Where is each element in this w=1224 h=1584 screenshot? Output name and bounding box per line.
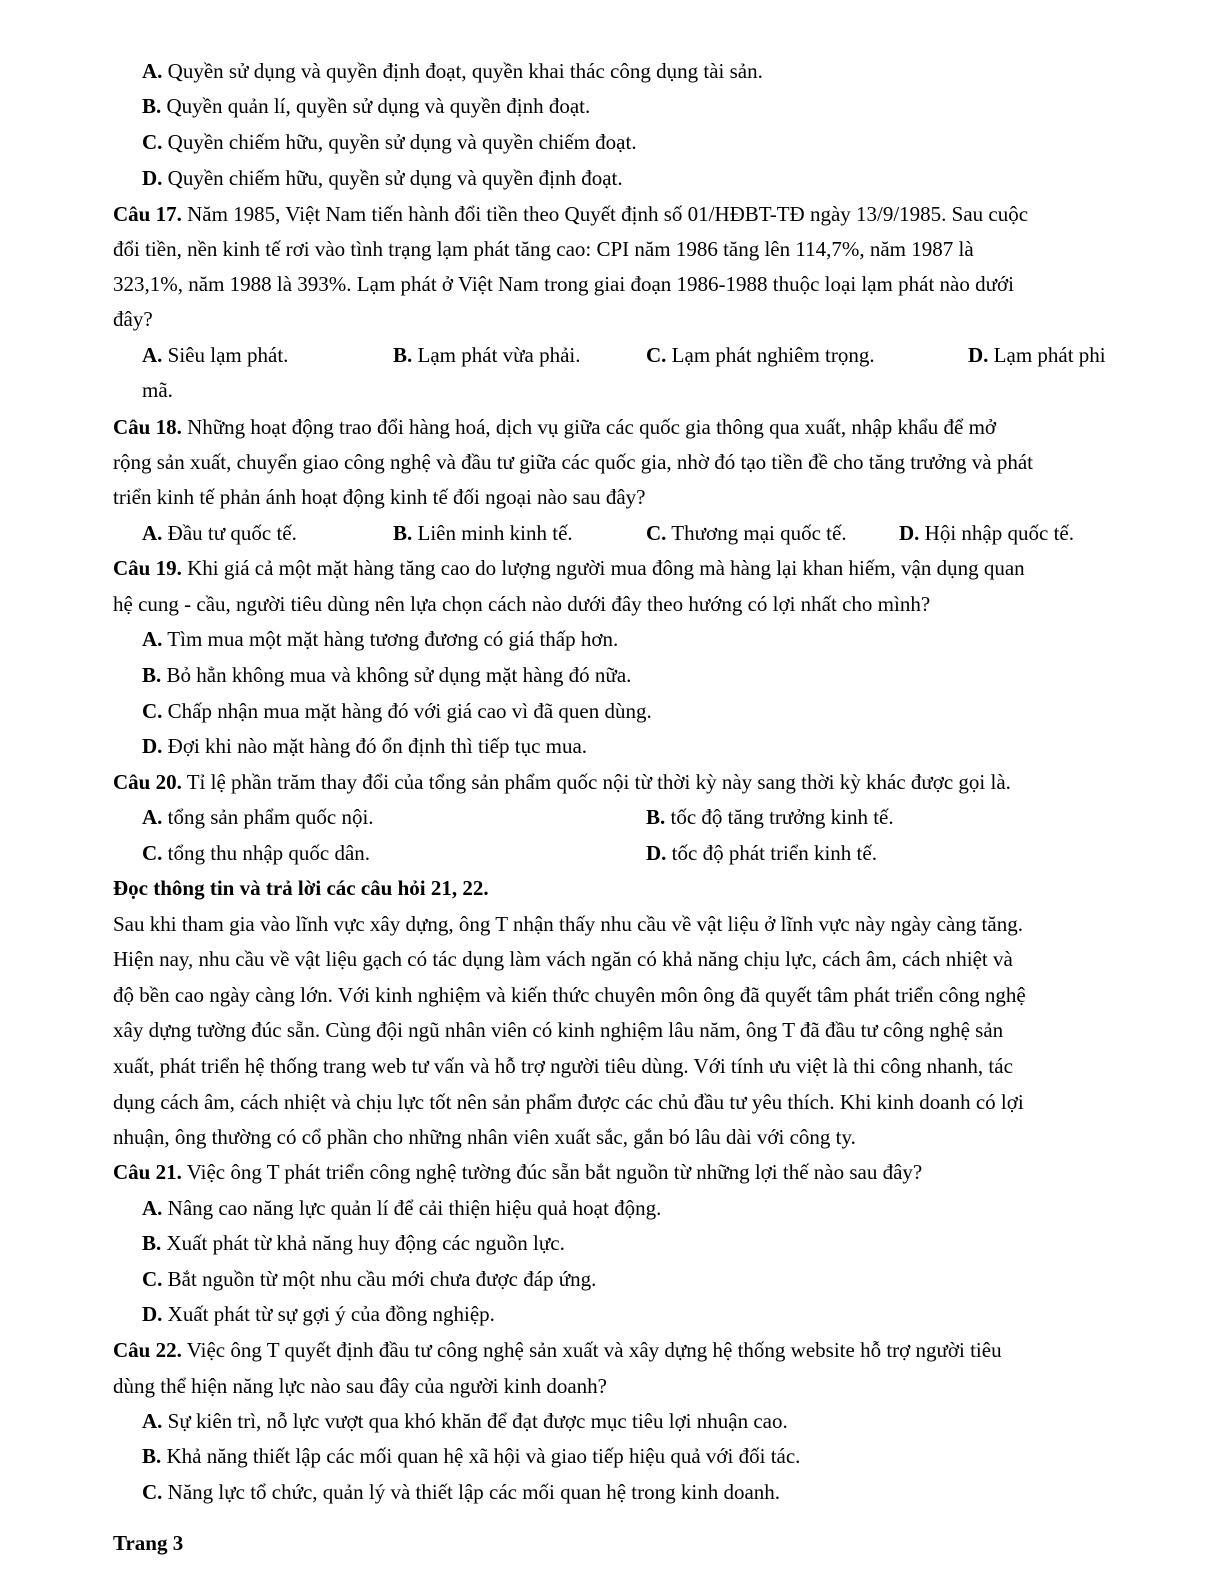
option-text: Quyền chiếm hữu, quyền sử dụng và quyền chiếm đoạt.: [167, 130, 637, 154]
q18-option-b: [393, 519, 573, 547]
option-text: Nâng cao năng lực quản lí để cải thiện hiệu quả hoạt động.: [162, 1196, 662, 1220]
option-letter: B.: [142, 1444, 162, 1468]
question-label: Câu 19.: [113, 556, 182, 580]
option-letter: B.: [142, 94, 162, 118]
question-text: Năm 1985, Việt Nam tiến hành đổi tiền theo Quyết định số 01/HĐBT-TĐ ngày 13/9/1985. Sau cuộc: [181, 202, 1029, 226]
q19-option-c: [142, 697, 652, 725]
option-text: Siêu lạm phát.: [162, 343, 289, 367]
option-letter: C.: [142, 130, 163, 154]
q18-option-c: [646, 519, 847, 547]
question-text: Khi giá cả một mặt hàng tăng cao do lượng người mua đông mà hàng lại khan hiếm, vận dụng quan: [181, 556, 1025, 580]
q19-option-b: [142, 661, 631, 689]
q17-option-d: [968, 341, 1106, 369]
option-text: Xuất phát từ khả năng huy động các nguồn lực.: [161, 1231, 565, 1255]
question-label: Câu 18.: [113, 415, 182, 439]
q19-option-a: [142, 625, 618, 653]
option-letter: A.: [142, 59, 163, 83]
option-letter: A.: [142, 521, 163, 545]
option-letter: B.: [393, 521, 413, 545]
reading-line-4: xây dựng tường đúc sẵn. Cùng đội ngũ nhân viên có kinh nghiệm lâu năm, ông T đã đầu tư công nghệ sản: [113, 1018, 1004, 1042]
q19-option-d: [142, 732, 587, 760]
option-text: tốc độ tăng trưởng kinh tế.: [665, 805, 894, 829]
option-text: Đợi khi nào mặt hàng đó ổn định thì tiếp tục mua.: [162, 734, 588, 758]
option-letter: C.: [142, 1267, 163, 1291]
q22-stem-line-2: dùng thể hiện năng lực nào sau đây của người kinh doanh?: [113, 1374, 607, 1398]
q20-option-b: [646, 803, 894, 831]
option-letter: A.: [142, 805, 163, 829]
option-text: tổng thu nhập quốc dân.: [162, 841, 371, 865]
option-text: Hội nhập quốc tế.: [919, 521, 1074, 545]
option-letter: A.: [142, 343, 163, 367]
q21-option-b: [142, 1229, 565, 1257]
q17-stem-line-3: 323,1%, năm 1988 là 393%. Lạm phát ở Việt Nam trong giai đoạn 1986-1988 thuộc loại lạm phát nào dưới: [113, 272, 1014, 296]
q19-stem-line-2: hệ cung - cầu, người tiêu dùng nên lựa chọn cách nào dưới đây theo hướng có lợi nhất cho mình?: [113, 592, 931, 616]
question-text: Việc ông T quyết định đầu tư công nghệ sản xuất và xây dựng hệ thống website hỗ trợ người tiêu: [181, 1338, 1002, 1362]
option-text: Năng lực tổ chức, quản lý và thiết lập các mối quan hệ trong kinh doanh.: [162, 1480, 781, 1504]
q20-option-d: [646, 839, 877, 867]
option-letter: A.: [142, 1409, 163, 1433]
option-text: Liên minh kinh tế.: [412, 521, 573, 545]
q16-option-d: [142, 164, 623, 192]
q22-option-b: [142, 1442, 800, 1470]
option-letter: B.: [142, 1231, 162, 1255]
q18-stem-line-1: [113, 413, 996, 441]
question-text: Việc ông T phát triển công nghệ tường đúc sẵn bắt nguồn từ những lợi thế nào sau đây?: [181, 1160, 923, 1184]
option-letter: A.: [142, 627, 163, 651]
reading-line-5: xuất, phát triển hệ thống trang web tư vấn và hỗ trợ người tiêu dùng. Với tính ưu việt là thi công nhanh, tác: [113, 1054, 1013, 1078]
page-number: Trang 3: [113, 1531, 184, 1555]
option-letter: D.: [646, 841, 667, 865]
option-text: Lạm phát vừa phải.: [412, 343, 581, 367]
question-label: Câu 21.: [113, 1160, 182, 1184]
q18-option-d: [899, 519, 1074, 547]
option-text: Lạm phát phi: [988, 343, 1106, 367]
q22-stem-line-1: [113, 1336, 1002, 1364]
q17-option-c: [646, 341, 875, 369]
option-text: Bắt nguồn từ một nhu cầu mới chưa được đáp ứng.: [162, 1267, 597, 1291]
question-text: Tỉ lệ phần trăm thay đổi của tổng sản phẩm quốc nội từ thời kỳ này sang thời kỳ khác được gọi là.: [181, 770, 1011, 794]
option-text: Tìm mua một mặt hàng tương đương có giá thấp hơn.: [162, 627, 619, 651]
option-letter: A.: [142, 1196, 163, 1220]
q17-stem-line-1: [113, 200, 1028, 228]
q20-option-c: [142, 839, 370, 867]
reading-line-7: nhuận, ông thường có cổ phần cho những nhân viên xuất sắc, gắn bó lâu dài với công ty.: [113, 1125, 856, 1149]
option-text: Quyền chiếm hữu, quyền sử dụng và quyền định đoạt.: [167, 166, 623, 190]
q18-stem-line-2: rộng sản xuất, chuyển giao công nghệ và đầu tư giữa các quốc gia, nhờ đó tạo tiền đề cho tăng trưởng và phát: [113, 450, 1034, 474]
option-letter: D.: [142, 1302, 163, 1326]
reading-line-3: độ bền cao ngày càng lớn. Với kinh nghiệm và kiến thức chuyên môn ông đã quyết tâm phát triển công nghệ: [113, 983, 1026, 1007]
q18-stem-line-3: triển kinh tế phản ánh hoạt động kinh tế đối ngoại nào sau đây?: [113, 485, 646, 509]
option-letter: D.: [899, 521, 920, 545]
q21-stem-line-1: [113, 1158, 922, 1186]
option-text: Lạm phát nghiêm trọng.: [666, 343, 875, 367]
option-letter: C.: [142, 1480, 163, 1504]
q21-option-d: [142, 1300, 495, 1328]
q17-stem-line-2: đổi tiền, nền kinh tế rơi vào tình trạng lạm phát tăng cao: CPI năm 1986 tăng lên 114,7%, năm 1987 là: [113, 237, 974, 261]
option-text: Khả năng thiết lập các mối quan hệ xã hội và giao tiếp hiệu quả với đối tác.: [161, 1444, 801, 1468]
q20-stem-line-1: [113, 768, 1011, 796]
q18-option-a: [142, 519, 297, 547]
q16-option-a: [142, 57, 763, 85]
reading-heading: Đọc thông tin và trả lời các câu hỏi 21, 22.: [113, 876, 489, 900]
q21-option-a: [142, 1194, 661, 1222]
reading-line-6: dụng cách âm, cách nhiệt và chịu lực tốt nên sản phẩm được các chủ đầu tư yêu thích. Khi kinh doanh có lợi: [113, 1090, 1024, 1114]
option-text: Chấp nhận mua mặt hàng đó với giá cao vì đã quen dùng.: [162, 699, 652, 723]
question-label: Câu 20.: [113, 770, 182, 794]
option-text: Quyền sử dụng và quyền định đoạt, quyền khai thác công dụng tài sản.: [167, 59, 763, 83]
option-letter: B.: [393, 343, 413, 367]
reading-line-1: Sau khi tham gia vào lĩnh vực xây dựng, ông T nhận thấy nhu cầu về vật liệu ở lĩnh vực này ngày càng tăng.: [113, 912, 1023, 936]
option-text: tốc độ phát triển kinh tế.: [666, 841, 877, 865]
q17-option-b: [393, 341, 581, 369]
option-text: Thương mại quốc tế.: [666, 521, 847, 545]
option-text: Bỏ hẳn không mua và không sử dụng mặt hàng đó nữa.: [161, 663, 632, 687]
q19-stem-line-1: [113, 554, 1025, 582]
option-text: Xuất phát từ sự gợi ý của đồng nghiệp.: [162, 1302, 495, 1326]
option-letter: C.: [142, 699, 163, 723]
question-label: Câu 17.: [113, 202, 182, 226]
question-label: Câu 22.: [113, 1338, 182, 1362]
reading-line-2: Hiện nay, nhu cầu về vật liệu gạch có tác dụng làm vách ngăn có khả năng chịu lực, cách âm, cách nhiệt và: [113, 947, 1013, 971]
option-letter: C.: [646, 521, 667, 545]
option-letter: D.: [142, 166, 163, 190]
option-text: Quyền quản lí, quyền sử dụng và quyền định đoạt.: [166, 94, 591, 118]
q17-option-a: [142, 341, 288, 369]
q17-option-d-wrap: mã.: [142, 378, 173, 402]
option-letter: C.: [142, 841, 163, 865]
q17-stem-line-4: đây?: [113, 307, 153, 331]
q22-option-c: [142, 1478, 780, 1506]
option-text: Đầu tư quốc tế.: [162, 521, 297, 545]
q16-option-b: [142, 92, 590, 120]
q22-option-a: [142, 1407, 788, 1435]
q20-option-a: [142, 803, 374, 831]
option-letter: B.: [142, 663, 162, 687]
option-text: tổng sản phẩm quốc nội.: [162, 805, 374, 829]
option-letter: C.: [646, 343, 667, 367]
option-letter: D.: [142, 734, 163, 758]
question-text: Những hoạt động trao đổi hàng hoá, dịch vụ giữa các quốc gia thông qua xuất, nhập khẩu để mở: [181, 415, 997, 439]
option-letter: D.: [968, 343, 989, 367]
option-text: Sự kiên trì, nỗ lực vượt qua khó khăn để đạt được mục tiêu lợi nhuận cao.: [162, 1409, 788, 1433]
q21-option-c: [142, 1265, 596, 1293]
option-letter: B.: [646, 805, 666, 829]
q16-option-c: [142, 128, 637, 156]
